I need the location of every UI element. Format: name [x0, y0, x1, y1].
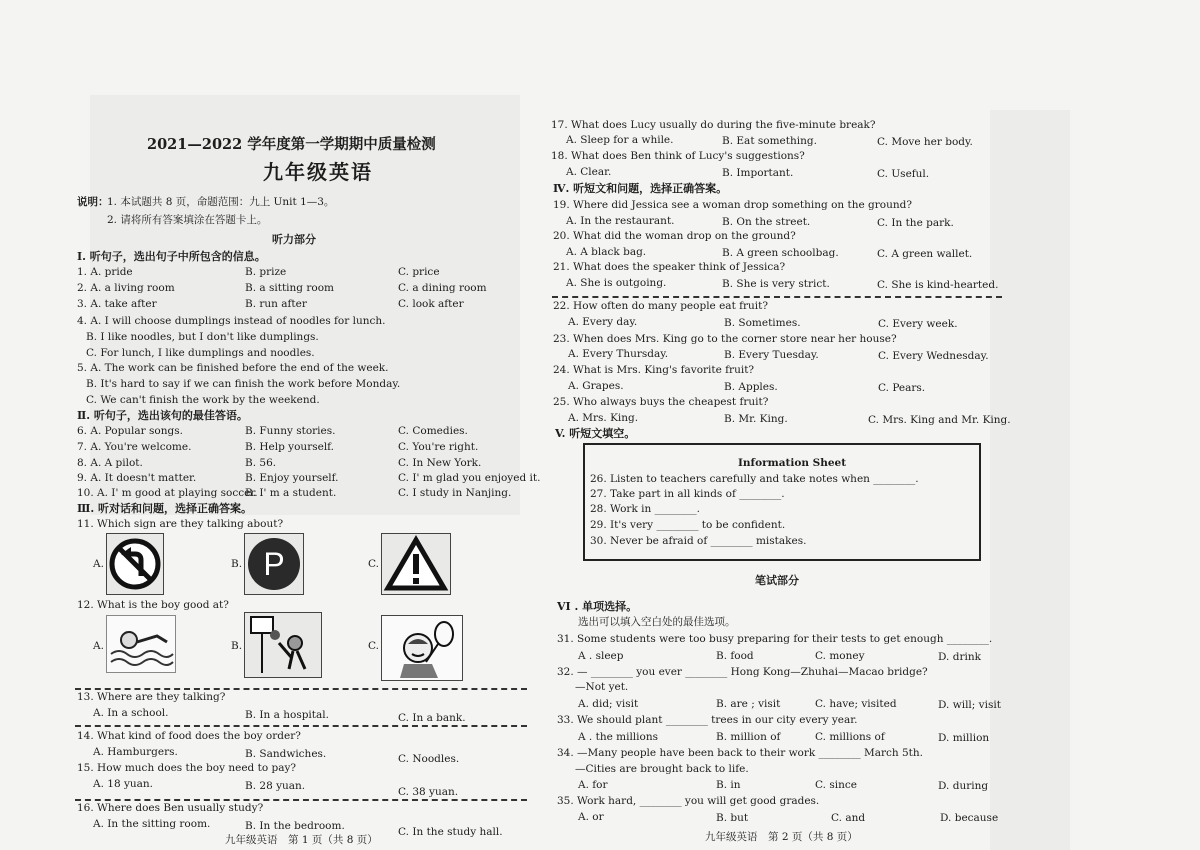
q16-c: C. In the study hall. — [398, 826, 503, 838]
q24-b: B. Apples. — [724, 381, 778, 393]
q25-stem: 25. Who always buys the cheapest fruit? — [553, 396, 769, 408]
listening-section-title: 听力部分 — [272, 233, 316, 246]
section-2-heading: Ⅱ. 听句子，选出该句的最佳答语。 — [77, 409, 248, 422]
q33-a: A . the millions — [578, 731, 658, 743]
q20-stem: 20. What did the woman drop on the ground? — [553, 230, 796, 242]
q31-c: C. money — [815, 650, 865, 662]
q14-a: A. Hamburgers. — [93, 746, 178, 758]
q4-a: 4. A. I will choose dumplings instead of noodles for lunch. — [77, 315, 386, 327]
q23-stem: 23. When does Mrs. King go to the corner store near her house? — [553, 333, 897, 345]
q35-a: A. or — [578, 811, 604, 823]
q19-stem: 19. Where did Jessica see a woman drop something on the ground? — [553, 199, 912, 211]
q24-c: C. Pears. — [878, 382, 926, 394]
q23-c: C. Every Wednesday. — [878, 350, 989, 362]
q32-b: B. are ; visit — [716, 698, 781, 710]
q32-reply: —Not yet. — [575, 681, 629, 693]
page-1-footer: 九年级英语 第 1 页（共 8 页） — [225, 834, 378, 846]
q18-stem: 18. What does Ben think of Lucy's suggestions? — [551, 150, 805, 162]
q31-b: B. food — [716, 650, 754, 662]
q11-option-b-label: B. — [231, 558, 243, 570]
section-4-heading: Ⅳ. 听短文和问题，选择正确答案。 — [553, 182, 728, 195]
q11-option-a-label: A. — [93, 558, 104, 570]
q9-c: C. I' m glad you enjoyed it. — [398, 472, 541, 484]
q33-d: D. million — [938, 732, 990, 744]
q32-a: A. did; visit — [578, 698, 639, 710]
exam-title: 2021—2022 学年度第一学期期中质量检测 — [147, 136, 436, 153]
q4-c: C. For lunch, I like dumplings and noodles. — [86, 347, 315, 359]
q31-stem: 31. Some students were too busy preparing for their tests to get enough ________. — [557, 633, 993, 645]
q5-a: 5. A. The work can be finished before the end of the week. — [77, 362, 389, 374]
q4-b: B. I like noodles, but I don't like dumplings. — [86, 331, 319, 343]
written-section-title: 笔试部分 — [755, 574, 799, 587]
q1-a: 1. A. pride — [77, 266, 133, 278]
page-2-footer: 九年级英语 第 2 页（共 8 页） — [705, 831, 858, 843]
q15-stem: 15. How much does the boy need to pay? — [77, 762, 297, 774]
q34-reply: —Cities are brought back to life. — [575, 763, 749, 775]
q11-option-c-label: C. — [368, 558, 379, 570]
bleed-through-shade-right — [990, 110, 1070, 850]
q16-b: B. In the bedroom. — [245, 820, 345, 832]
q3-a: 3. A. take after — [77, 298, 157, 310]
q22-c: C. Every week. — [878, 318, 958, 330]
q3-b: B. run after — [245, 298, 307, 310]
q35-stem: 35. Work hard, ________ you will get good grades. — [557, 795, 820, 807]
q12-option-b-label: B. — [231, 640, 243, 652]
q10-b: B. I' m a student. — [245, 487, 337, 499]
q10-c: C. I study in Nanjing. — [398, 487, 512, 499]
q14-c: C. Noodles. — [398, 753, 460, 765]
q21-c: C. She is kind-hearted. — [877, 279, 999, 291]
q14-b: B. Sandwiches. — [245, 748, 327, 760]
q25-b: B. Mr. King. — [724, 413, 788, 425]
q17-stem: 17. What does Lucy usually do during the five-minute break? — [551, 119, 876, 131]
q24-stem: 24. What is Mrs. King's favorite fruit? — [553, 364, 755, 376]
q16-a: A. In the sitting room. — [93, 818, 211, 830]
q17-c: C. Move her body. — [877, 136, 973, 148]
q13-a: A. In a school. — [93, 707, 169, 719]
parking-sign-icon — [244, 533, 304, 595]
q6-c: C. Comedies. — [398, 425, 468, 437]
basketball-boy-icon — [244, 612, 322, 678]
divider — [75, 688, 527, 690]
badminton-boy-icon — [381, 615, 463, 681]
q7-b: B. Help yourself. — [245, 441, 335, 453]
q32-c: C. have; visited — [815, 698, 897, 710]
q15-c: C. 38 yuan. — [398, 786, 459, 798]
q6-b: B. Funny stories. — [245, 425, 336, 437]
q19-a: A. In the restaurant. — [566, 215, 675, 227]
q34-stem: 34. —Many people have been back to their work ________ March 5th. — [557, 747, 923, 759]
q2-a: 2. A. a living room — [77, 282, 175, 294]
q9-a: 9. A. It doesn't matter. — [77, 472, 197, 484]
q7-a: 7. A. You're welcome. — [77, 441, 192, 453]
q21-stem: 21. What does the speaker think of Jessica? — [553, 261, 786, 273]
q15-a: A. 18 yuan. — [93, 778, 154, 790]
warning-triangle-sign-icon — [381, 533, 451, 595]
q23-b: B. Every Tuesday. — [724, 349, 819, 361]
q18-c: C. Useful. — [877, 168, 930, 180]
q33-stem: 33. We should plant ________ trees in our city every year. — [557, 714, 858, 726]
q33-b: B. million of — [716, 731, 781, 743]
section-6-heading: VI . 单项选择。 — [557, 600, 638, 613]
q31-d: D. drink — [938, 651, 981, 663]
q22-b: B. Sometimes. — [724, 317, 801, 329]
note-1: 1. 本试题共 8 页，命题范围：九上 Unit 1—3。 — [107, 196, 335, 208]
q32-d: D. will; visit — [938, 699, 1001, 711]
q31-a: A . sleep — [578, 650, 624, 662]
divider — [75, 725, 527, 727]
q35-b: B. but — [716, 812, 749, 824]
q8-a: 8. A. A pilot. — [77, 457, 143, 469]
q2-c: C. a dining room — [398, 282, 487, 294]
q21-a: A. She is outgoing. — [566, 277, 667, 289]
q8-b: B. 56. — [245, 457, 277, 469]
q20-c: C. A green wallet. — [877, 248, 973, 260]
q21-b: B. She is very strict. — [722, 278, 830, 290]
q24-a: A. Grapes. — [568, 380, 624, 392]
q13-stem: 13. Where are they talking? — [77, 691, 226, 703]
q7-c: C. You're right. — [398, 441, 479, 453]
info-line-28: 28. Work in ________. — [590, 503, 700, 515]
q34-c: C. since — [815, 779, 857, 791]
q9-b: B. Enjoy yourself. — [245, 472, 339, 484]
q17-b: B. Eat something. — [722, 135, 817, 147]
info-line-27: 27. Take part in all kinds of ________. — [590, 488, 785, 500]
q5-c: C. We can't finish the work by the weekend. — [86, 394, 320, 406]
no-left-turn-sign-icon — [106, 533, 164, 595]
q14-stem: 14. What kind of food does the boy order? — [77, 730, 301, 742]
svg-text:P: P — [263, 546, 285, 582]
q5-b: B. It's hard to say if we can finish the work before Monday. — [86, 378, 401, 390]
q12-stem: 12. What is the boy good at? — [77, 599, 229, 611]
q19-c: C. In the park. — [877, 217, 954, 229]
q1-c: C. price — [398, 266, 440, 278]
note-label: 说明： — [77, 196, 109, 208]
q18-a: A. Clear. — [566, 166, 612, 178]
q22-a: A. Every day. — [568, 316, 638, 328]
q19-b: B. On the street. — [722, 216, 811, 228]
information-sheet-title: Information Sheet — [738, 457, 847, 469]
q16-stem: 16. Where does Ben usually study? — [77, 802, 264, 814]
q10-a: 10. A. I' m good at playing soccer. — [77, 487, 258, 499]
q35-d: D. because — [940, 812, 999, 824]
q25-a: A. Mrs. King. — [568, 412, 639, 424]
q22-stem: 22. How often do many people eat fruit? — [553, 300, 769, 312]
q34-d: D. during — [938, 780, 989, 792]
section-6-instruction: 选出可以填入空白处的最佳选项。 — [578, 616, 736, 628]
q12-option-a-label: A. — [93, 640, 104, 652]
q32-stem: 32. — ________ you ever ________ Hong Kong—Zhuhai—Macao bridge? — [557, 666, 928, 678]
q8-c: C. In New York. — [398, 457, 482, 469]
q6-a: 6. A. Popular songs. — [77, 425, 183, 437]
divider — [75, 799, 527, 801]
q17-a: A. Sleep for a while. — [566, 134, 674, 146]
note-2: 2. 请将所有答案填涂在答题卡上。 — [107, 214, 268, 226]
q15-b: B. 28 yuan. — [245, 780, 306, 792]
q33-c: C. millions of — [815, 731, 885, 743]
q18-b: B. Important. — [722, 167, 794, 179]
subject-title: 九年级英语 — [263, 160, 373, 184]
info-line-30: 30. Never be afraid of ________ mistakes. — [590, 535, 807, 547]
section-1-heading: Ⅰ. 听句子，选出句子中所包含的信息。 — [77, 250, 266, 263]
q2-b: B. a sitting room — [245, 282, 334, 294]
q13-c: C. In a bank. — [398, 712, 466, 724]
q25-c: C. Mrs. King and Mr. King. — [868, 414, 1011, 426]
q1-b: B. prize — [245, 266, 287, 278]
info-line-29: 29. It's very ________ to be confident. — [590, 519, 786, 531]
q12-option-c-label: C. — [368, 640, 379, 652]
section-5-heading: V. 听短文填空。 — [555, 427, 636, 440]
q23-a: A. Every Thursday. — [568, 348, 669, 360]
info-line-26: 26. Listen to teachers carefully and take notes when ________. — [590, 473, 919, 485]
q35-c: C. and — [831, 812, 866, 824]
q20-a: A. A black bag. — [566, 246, 647, 258]
swimming-boy-icon — [106, 615, 176, 673]
section-3-heading: Ⅲ. 听对话和问题，选择正确答案。 — [77, 502, 253, 515]
q11-stem: 11. Which sign are they talking about? — [77, 518, 284, 530]
q3-c: C. look after — [398, 298, 464, 310]
divider — [552, 296, 1002, 298]
q20-b: B. A green schoolbag. — [722, 247, 839, 259]
q13-b: B. In a hospital. — [245, 709, 329, 721]
q34-a: A. for — [578, 779, 608, 791]
q34-b: B. in — [716, 779, 741, 791]
